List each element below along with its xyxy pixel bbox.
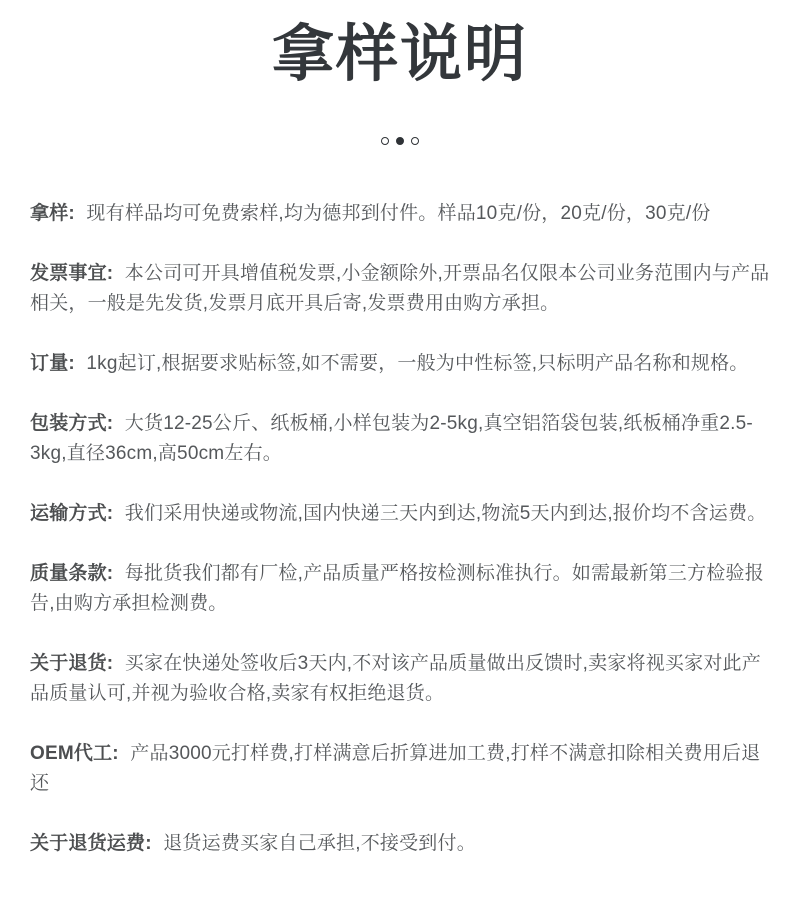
section-paragraph [30, 349, 770, 379]
carousel-dot-icon[interactable] [396, 137, 404, 145]
section-text: 产品3000元打样费,打样满意后折算进加工费,打样不满意扣除相关费用后退还 [30, 743, 761, 795]
section-text: 买家在快递处签收后3天内,不对该产品质量做出反馈时,卖家将视买家对此产品质量认可,并视为验收合格,卖家有权拒绝退货。 [30, 653, 761, 705]
section-paragraph [30, 649, 770, 709]
section-label: 运输方式: [30, 503, 114, 525]
section-label: 关于退货: [30, 653, 114, 675]
section-text: 退货运费买家自己承担,不接受到付。 [157, 833, 476, 855]
section-text: 本公司可开具增值税发票,小金额除外,开票品名仅限本公司业务范围内与产品相关，一般是先发货,发票月底开具后寄,发票费用由购方承担。 [30, 263, 770, 315]
section-text: 1kg起订,根据要求贴标签,如不需要，一般为中性标签,只标明产品名称和规格。 [80, 353, 749, 375]
section-paragraph [30, 499, 770, 529]
section-paragraph [30, 259, 770, 319]
section-text: 大货12-25公斤、纸板桶,小样包装为2-5kg,真空铝箔袋包装,纸板桶净重2.5-3kg,直径36cm,高50cm左右。 [30, 413, 753, 465]
section-label: OEM代工: [30, 743, 119, 765]
carousel-dots [0, 136, 800, 146]
section-label: 关于退货运费: [30, 833, 152, 855]
section-label: 发票事宜: [30, 263, 114, 285]
section-paragraph [30, 559, 770, 619]
section-label: 质量条款: [30, 563, 114, 585]
page-title: 拿样说明 [271, 20, 528, 89]
section-label: 包装方式: [30, 413, 114, 435]
carousel-dot-icon[interactable] [411, 137, 419, 145]
section-paragraph [30, 199, 770, 229]
section-text: 现有样品均可免费索样,均为德邦到付件。样品10克/份，20克/份，30克/份 [80, 203, 711, 225]
section-label: 订量: [30, 353, 75, 375]
section-label: 拿样: [30, 203, 75, 225]
section-text: 每批货我们都有厂检,产品质量严格按检测标准执行。如需最新第三方检验报告,由购方承担检测费。 [30, 563, 764, 615]
section-text: 我们采用快递或物流,国内快递三天内到达,物流5天内到达,报价均不含运费。 [119, 503, 767, 525]
section-paragraph [30, 829, 770, 859]
sections-container [0, 146, 800, 859]
section-paragraph [30, 739, 770, 799]
carousel-dot-icon[interactable] [381, 137, 389, 145]
section-paragraph [30, 409, 770, 469]
